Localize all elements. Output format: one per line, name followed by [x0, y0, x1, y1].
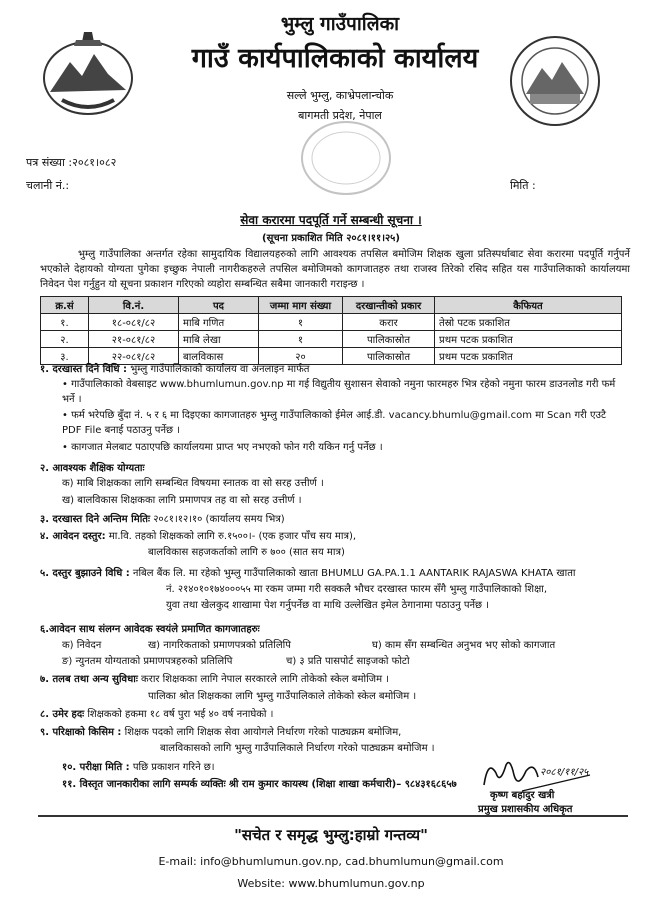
section-3 — [40, 512, 285, 527]
section-7 — [40, 672, 389, 687]
section-9-label: ९. परिक्षाको किसिम : — [40, 727, 122, 738]
section-11-text: श्री राम कुमार कायस्थ (शिक्षा शाखा कर्मचारी)– ९८४३१६८६५७ — [228, 779, 457, 790]
section-8-label: ८. उमेर हदः — [40, 709, 85, 720]
nepal-emblem-icon — [36, 28, 140, 120]
section-6-item-d: घ) काम सँग सम्बन्धित अनुभव भए सोको कागजात — [372, 640, 556, 651]
table-header-row — [41, 297, 622, 314]
vacancy-table — [40, 296, 622, 365]
table-cell: १ — [259, 331, 343, 348]
bullet-text: फर्म भरेपछि बुँदा नं. ५ र ६ मा दिइएका कागजातहरु भुम्लु गाउँपालिकाको ईमेल आई.डी. vacancy.bhumlu@gmail.com मा Scan गरी एउटै PDF File बनाई पठाउनु पर्नेछ । — [62, 410, 606, 436]
table-cell: पालिकास्रोत — [343, 348, 435, 365]
footer-divider — [38, 815, 628, 817]
section-4-label: ४. आवेदन दस्तुर: — [40, 531, 106, 542]
section-7-label: ७. तलब तथा अन्य सुविधाः — [40, 674, 138, 685]
table-header: दरखान्तीको प्रकार — [343, 297, 435, 314]
office-name: गाउँ कार्यपालिकाको कार्यालय — [191, 43, 479, 74]
table-cell: २२-०८१/८२ — [89, 348, 179, 365]
section-10 — [62, 760, 215, 775]
section-8-text: शिक्षकको हकमा १८ वर्ष पुरा भई ४० वर्ष ननाघेको । — [87, 709, 274, 720]
notice-title-text: सेवा करारमा पदपूर्ति गर्ने सम्बन्धी सूचना । — [240, 213, 422, 227]
table-cell: २० — [259, 348, 343, 365]
section-1-text: भुम्लु गाउँपालिकाको कार्यालय वा अनलाइन मार्फत — [130, 364, 310, 375]
patra-label: पत्र संख्या : — [26, 156, 73, 169]
section-6-item-e: ङ) न्युनतम योग्यताको प्रमाणपत्रहरुको प्रतिलिपि — [62, 656, 233, 667]
section-11-label: ११. विस्तृत जानकारीका लागि सम्पर्क व्यक्तिः — [62, 779, 226, 790]
section-11 — [62, 777, 457, 792]
footer-slogan: "सचेत र समृद्ध भुम्लु:हाम्रो गन्तव्य" — [234, 826, 428, 844]
section-1-label: १. दरखास्त दिने विधि : — [40, 364, 128, 375]
table-cell: प्रथम पटक प्रकाशित — [435, 331, 622, 348]
section-1-bullet-2: • फर्म भरेपछि बुँदा नं. ५ र ६ मा दिइएका कागजातहरु भुम्लु गाउँपालिकाको ईमेल आई.डी. vacancy.bhumlu@gmail.com मा Scan गरी एउटै PDF File बनाई पठाउनु पर्नेछ । — [62, 410, 606, 436]
section-3-label: ३. दरखास्त दिने अन्तिम मितिः — [40, 514, 151, 525]
table-cell: पालिकास्रोत — [343, 331, 435, 348]
table-cell: माबि लेखा — [179, 331, 259, 348]
section-3-text: २०८१।१२।१० (कार्यालय समय भित्र) — [153, 514, 285, 525]
section-4-text-2: बालविकास सहजकर्ताको लागि रु ७०० (सात सय मात्र) — [148, 547, 345, 558]
section-1-bullet-3: • कागजात मेलबाट पठाएपछि कार्यालयमा प्राप्त भए नभएको फोन गरी यकिन गर्नु पर्नेछ । — [62, 442, 383, 453]
table-cell: माबि गणित — [179, 314, 259, 331]
section-4-text-1: मा.वि. तहको शिक्षकको लागि रु.१५००।- (एक हजार पाँच सय मात्र), — [108, 531, 357, 542]
table-cell: प्रथम पटक प्रकाशित — [435, 348, 622, 365]
section-5-label: ५. दस्तुर बुझाउने विधि : — [40, 568, 130, 579]
table-header: क्र.सं — [41, 297, 89, 314]
office-stamp-icon — [298, 118, 394, 198]
section-8 — [40, 707, 273, 722]
municipality-name: भुम्लु गाउँपालिका — [280, 13, 400, 35]
table-header: कैफियत — [435, 297, 622, 314]
section-5-text-1: नबिल बैंक लि. मा रहेको भुम्लु गाउँपालिकाको खाता BHUMLU GA.PA.1.1 AANTARIK RAJASWA KHATA खाता — [132, 568, 576, 579]
signatory-title: प्रमुख प्रशासकीय अधिकृत — [478, 804, 573, 815]
section-9-text-1: शिक्षक पदको लागि शिक्षक सेवा आयोगले निर्धारण गरेको पाठ्यक्रम बमोजिम, — [124, 727, 402, 738]
section-10-text: पछि प्रकाशन गरिने छ। — [132, 762, 215, 773]
section-9-text-2: बालविकासको लागि भुम्लु गाउँपालिकाले निर्धारण गरेको पाठ्यक्रम बमोजिम । — [160, 743, 435, 754]
table-cell: तेस्रो पटक प्रकाशित — [435, 314, 622, 331]
signatory-name: कृष्ण बहादुर खत्री — [490, 790, 555, 801]
section-2-label: २. आवश्यक शैक्षिक योग्यताः — [40, 463, 145, 474]
notice-intro: भुम्लु गाउँपालिका अन्तर्गत रहेका सामुदायिक विद्यालयहरुको लागि आवश्यक तपसिल बमोजिम शिक्षक खुला प्रतिस्पर्धाबाट सेवा करारमा पदपूर्ति गर्नुपर्ने भएकोले देहायको योग्यता पुगेका इच्छुक नेपाली नागरीकहरुले तपसिल बमोजिमको कागजातहरु तथा राजस्व तिरेको रसिद सहित यस गाउँपालिकाको कार्यालयमा निवेदन पेश गर्नुहुन यो सूचना प्रकाशन गरिएको व्यहोरा सम्बन्धित सबैमा जानकारी गराइन्छ । — [40, 249, 630, 290]
signature-date: २०८१/११/२५ — [540, 767, 589, 778]
section-5-text-2: नं. २१४०१०१७४०००५५ मा रकम जम्मा गरी सक्कलै भौचर दरखास्त फारम सँगै भुम्लु गाउँपालिकाको शिक्षा, — [166, 584, 548, 595]
table-cell: ३. — [41, 348, 89, 365]
miti-label: मिति : — [510, 179, 536, 192]
section-4 — [40, 529, 356, 544]
chalani-label: चलानी नं.: — [26, 179, 70, 192]
notice-subtitle: (सूचना प्रकाशित मिति २०८१।११।२५) — [262, 233, 400, 244]
section-6-item-b: ख) नागरिकताको प्रमाणपत्रको प्रतिलिपि — [148, 640, 291, 651]
section-5-text-3: युवा तथा खेलकुद शाखामा पेश गर्नुपर्नेछ वा माथि उल्लेखित इमेल ठेगानामा पठाउनु पर्नेछ । — [166, 600, 490, 611]
table-cell: १८-०८१/८२ — [89, 314, 179, 331]
bullet-text: गाउँपालिकाको वेबसाइट www.bhumlumun.gov.np मा गई विद्युतीय सुशासन सेवाको नमुना फारमहरु भित्र रहेको नमुना फारम डाउनलोड गरी फर्म भर्ने । — [62, 379, 616, 405]
table-row — [41, 331, 622, 348]
section-5 — [40, 566, 576, 581]
table-cell: बालविकास — [179, 348, 259, 365]
municipality-logo-icon — [508, 34, 602, 128]
table-cell: १ — [259, 314, 343, 331]
footer-website: Website: www.bhumlumun.gov.np — [237, 877, 425, 890]
table-cell: २. — [41, 331, 89, 348]
section-1-bullet-1: • गाउँपालिकाको वेबसाइट www.bhumlumun.gov.np मा गई विद्युतीय सुशासन सेवाको नमुना फारमहरु भित्र रहेको नमुना फारम डाउनलोड गरी फर्म भर्ने । — [62, 379, 616, 405]
section-1 — [40, 362, 630, 377]
section-7-text-1: करार शिक्षकका लागि नेपाल सरकारले लागि तोकेको स्केल बमोजिम । — [141, 674, 390, 685]
section-7-text-2: पालिका श्रोत शिक्षकका लागि भुम्लु गाउँपालिकाले तोकेको स्केल बमोजिम । — [148, 691, 417, 702]
notice-title — [0, 211, 662, 228]
table-header: जम्मा माग संख्या — [259, 297, 343, 314]
office-address: सल्ले भुम्लु, काभ्रेपलान्चोक — [286, 89, 394, 102]
province-name: बागमती प्रदेश, नेपाल — [298, 109, 382, 122]
section-9 — [40, 725, 401, 740]
table-header: पद — [179, 297, 259, 314]
patra-value: २०८१।०८२ — [72, 156, 117, 169]
table-cell: १. — [41, 314, 89, 331]
bullet-text: कागजात मेलबाट पठाएपछि कार्यालयमा प्राप्त भए नभएको फोन गरी यकिन गर्नु पर्नेछ । — [71, 442, 383, 453]
patra-sankhya — [26, 155, 116, 170]
table-cell: करार — [343, 314, 435, 331]
section-6-item-f: च) ३ प्रति पासपोर्ट साइजको फोटो — [286, 656, 410, 667]
footer-email: E-mail: info@bhumlumun.gov.np, cad.bhumlumun@gmail.com — [158, 855, 504, 868]
section-10-label: १०. परीक्षा मिति : — [62, 762, 130, 773]
section-2-item-a: क) माबि शिक्षकका लागि सम्बन्धित विषयमा स्नातक वा सो सरह उत्तीर्ण । — [62, 478, 324, 489]
table-row — [41, 314, 622, 331]
table-header: वि.नं. — [89, 297, 179, 314]
table-cell: २१-०८१/८२ — [89, 331, 179, 348]
section-6-label: ६.आवेदन साथ संलग्न आवेदक स्वयंले प्रमाणित कागजातहरुः — [40, 624, 260, 635]
section-2-item-b: ख) बालविकास शिक्षकका लागि प्रमाणपत्र तह वा सो सरह उत्तीर्ण । — [62, 495, 302, 506]
section-6-item-a: क) निवेदन — [62, 640, 102, 651]
